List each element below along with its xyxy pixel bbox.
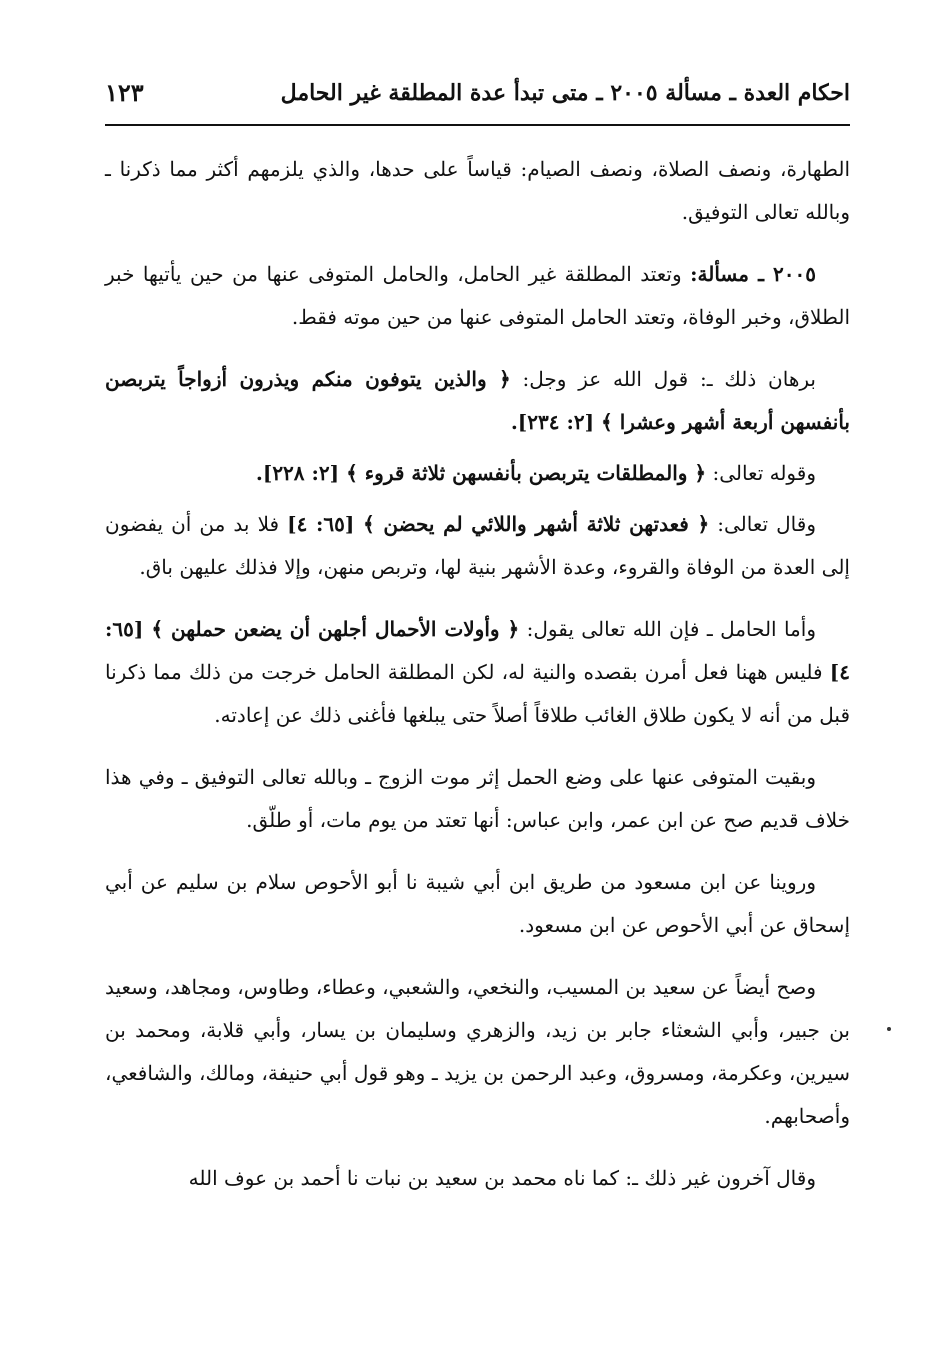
paragraph-text: وبقيت المتوفى عنها على وضع الحمل إثر موت الزوج ـ وبالله تعالى التوفيق ـ وفي هذا خلاف قديم صح عن ابن عمر، وابن عباس: أنها تعتد من يوم مات، أو طلّق. [105, 765, 850, 832]
paragraph-text: وقوله تعالى: [706, 461, 816, 485]
paragraph-text: فليس ههنا فعل أمرن بقصده والنية له، لكن المطلقة الحامل خرجت من ذلك مما ذكرنا قبل من أنه لا يكون طلاق الغائب طلاقاً أصلاً حتى يبلغها فأغنى ذلك عن إعادته. [105, 660, 850, 727]
paragraph-authorities [105, 966, 850, 1138]
paragraph-proof [105, 358, 850, 444]
header-title: احكام العدة ـ مسألة ٢٠٠٥ ـ متى تبدأ عدة المطلقة غير الحامل [280, 80, 850, 106]
issue-heading: ٢٠٠٥ ـ مسألة: [690, 262, 816, 286]
paragraph-text: فلا بد من أن يفضون إلى العدة من الوفاة والقروء، وعدة الأشهر بنية لها، وتربص منهن، وإلا فذلك عليهن باق. [105, 512, 850, 579]
paragraph-text: وقال تعالى: [709, 512, 816, 536]
scan-speck [887, 1027, 891, 1031]
paragraph-widow [105, 756, 850, 842]
paragraph-pregnant [105, 608, 850, 737]
paragraph-text: وصح أيضاً عن سعيد بن المسيب، والنخعي، والشعبي، وعطاء، وطاوس، ومجاهد، وسعيد بن جبير، وأبي الشعثاء جابر بن زيد، والزهري وسليمان بن يسار، وأبي قلابة، ومحمد بن سيرين، وعكرمة، ومسروق، وعبد الرحمن بن يزيد ـ وهو قول أبي حنيفة، ومالك، والشافعي، وأصحابهم. [105, 975, 850, 1128]
quran-verse: ﴿ وأولات الأحمال أجلهن أن يضعن حملهن ﴾ [151, 617, 520, 641]
paragraph-text: وأما الحامل ـ فإن الله تعالى يقول: [519, 617, 816, 641]
page-number: ١٢٣ [105, 78, 144, 107]
running-header [105, 70, 850, 120]
paragraph-text: وروينا عن ابن مسعود من طريق ابن أبي شيبة نا أبو الأحوص سلام بن سليم عن أبي إسحاق عن أبي الأحوص عن ابن مسعود. [105, 870, 850, 937]
verse-reference: [٢: ٢٢٨]. [255, 461, 347, 485]
paragraph-continuation [105, 148, 850, 234]
paragraph-verse-waiting [105, 503, 850, 589]
quran-verse: ﴿ والمطلقات يتربصن بأنفسهن ثلاثة قروء ﴾ [346, 461, 707, 485]
paragraph-text: الطهارة، ونصف الصلاة، ونصف الصيام: قياساً على حدها، والذي يلزمهم أكثر مما ذكرنا ـ وبالله تعالى التوفيق. [105, 157, 850, 224]
page-body [105, 148, 850, 1219]
header-divider [105, 124, 850, 126]
paragraph-verse-divorced [105, 452, 850, 495]
paragraph-narration [105, 861, 850, 947]
paragraph-text: وقال آخرون غير ذلك ـ: كما ناه محمد بن سعيد بن نبات نا أحمد بن عوف الله [188, 1166, 816, 1190]
quran-verse: ﴿ فعدتهن ثلاثة أشهر واللائي لم يحضن ﴾ [363, 512, 710, 536]
paragraph-text: برهان ذلك ـ: قول الله عز وجل: [510, 367, 816, 391]
paragraph-text: وتعتد المطلقة غير الحامل، والحامل المتوفى عنها من حين يأتيها خبر الطلاق، وخبر الوفاة، وتعتد الحامل المتوفى عنها من حين موته فقط. [105, 262, 850, 329]
paragraph-others [105, 1157, 850, 1200]
verse-reference: [٢: ٢٣٤]. [510, 410, 602, 434]
verse-reference: [٦٥: ٤] [287, 512, 364, 536]
verse-reference: [٦٥: ٤] [105, 617, 850, 684]
paragraph-issue-2005 [105, 253, 850, 339]
quran-verse: ﴿ والذين يتوفون منكم ويذرون أزواجاً يتربصن بأنفسهن أربعة أشهر وعشرا ﴾ [105, 367, 850, 434]
